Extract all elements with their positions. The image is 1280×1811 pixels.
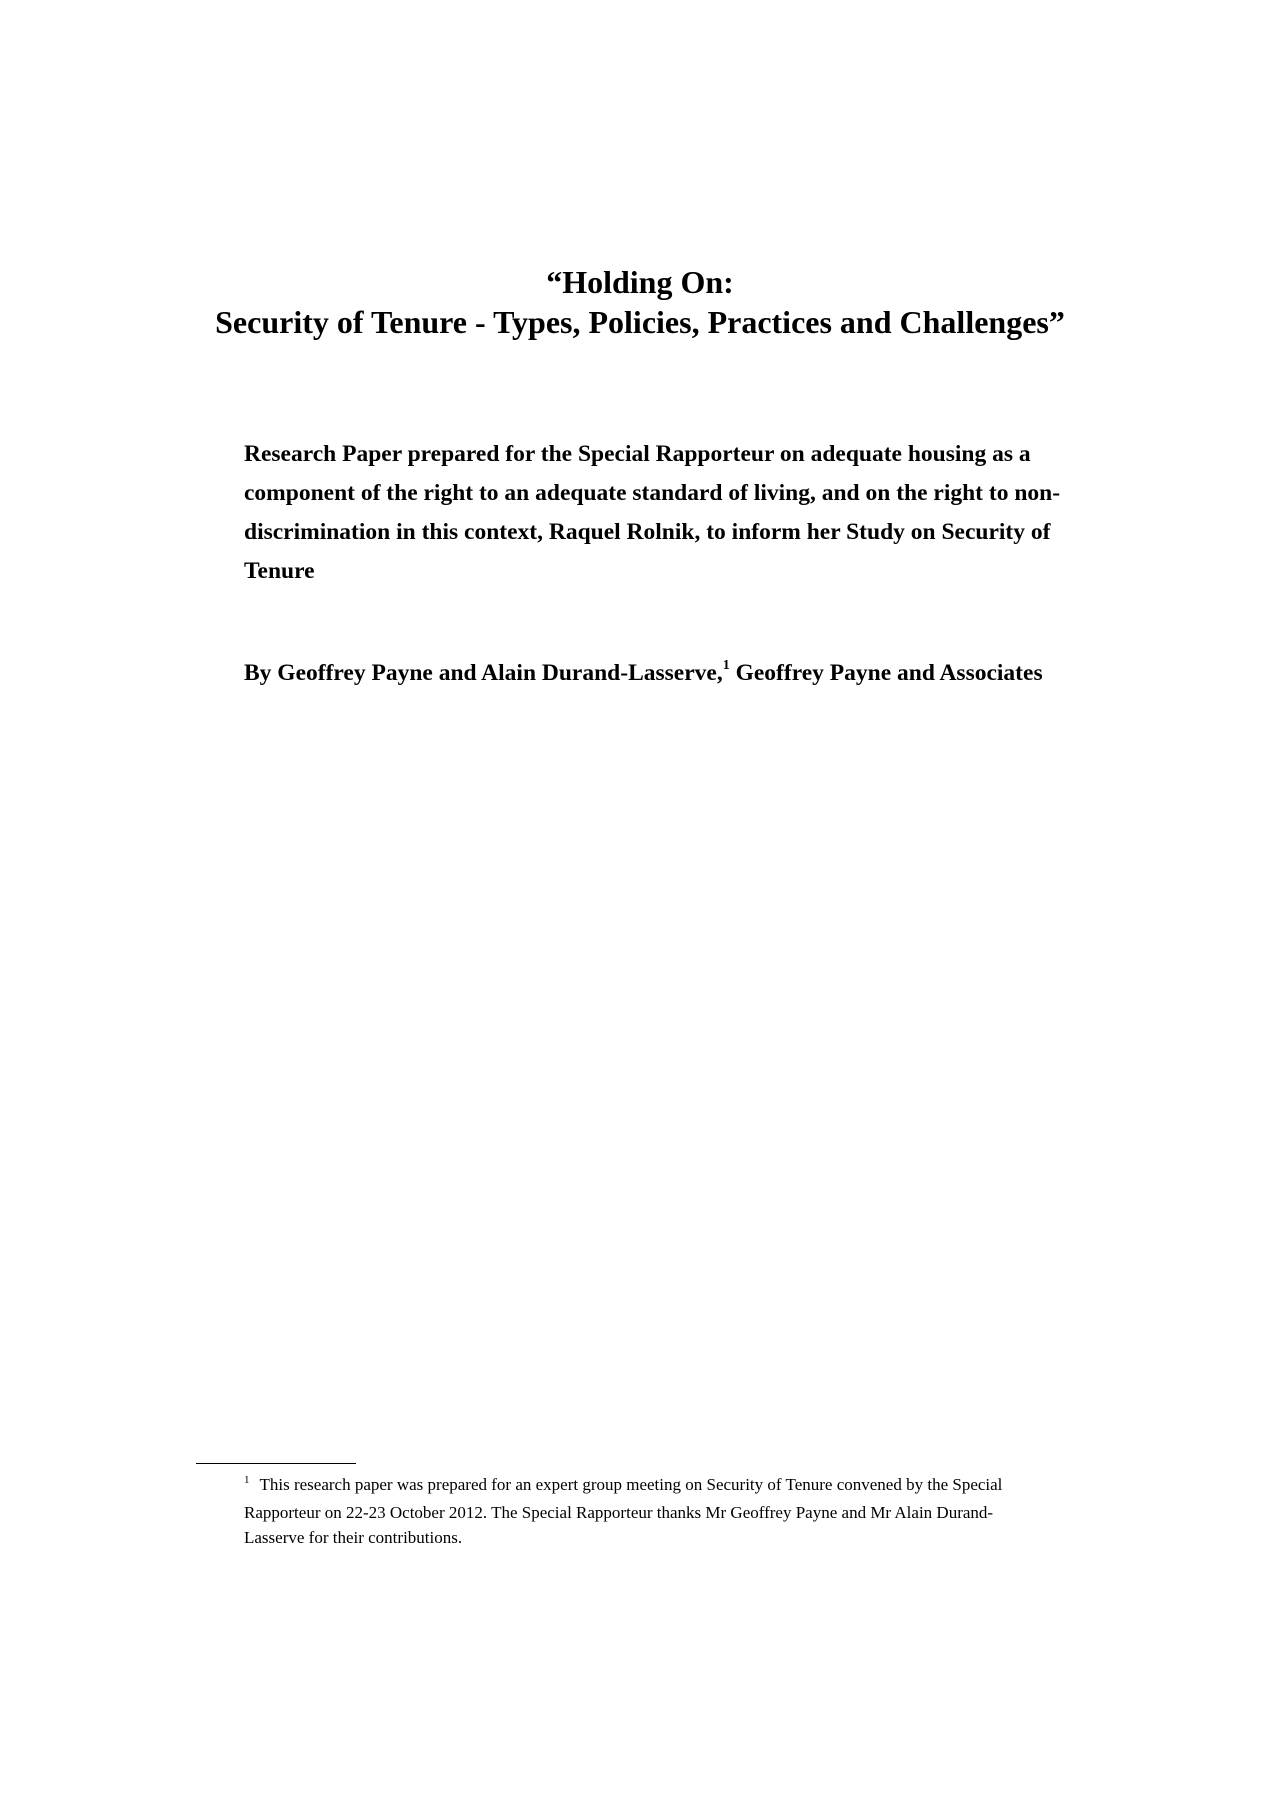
footnote-text: This research paper was prepared for an expert group meeting on Security of Tenure convened by the Special Rapporteur on 22-23 October 2012. The Special Rapporteur thanks Mr Geoffrey Payne and Mr Alain Durand-Lasserve for their contributions.: [244, 1475, 1003, 1547]
footnote-number: 1: [244, 1474, 250, 1486]
document-subtitle: Research Paper prepared for the Special Rapporteur on adequate housing as a component of the right to an adequate standard of living, and on the right to non-discrimination in this context, Raquel Rolnik, to inform her Study on Security of Tenure: [244, 441, 1061, 584]
footnote-reference: 1: [722, 658, 730, 674]
title-line-1: “Holding On:: [546, 264, 734, 300]
authors-line: [244, 660, 1064, 687]
footnote-separator: [196, 1463, 356, 1464]
footnote: [244, 1472, 1044, 1550]
authors-prefix: By Geoffrey Payne and Alain Durand-Lasserve,: [244, 660, 723, 686]
authors-suffix: Geoffrey Payne and Associates: [729, 660, 1043, 686]
document-title: [0, 262, 1280, 342]
title-line-2: Security of Tenure - Types, Policies, Practices and Challenges”: [215, 304, 1065, 340]
